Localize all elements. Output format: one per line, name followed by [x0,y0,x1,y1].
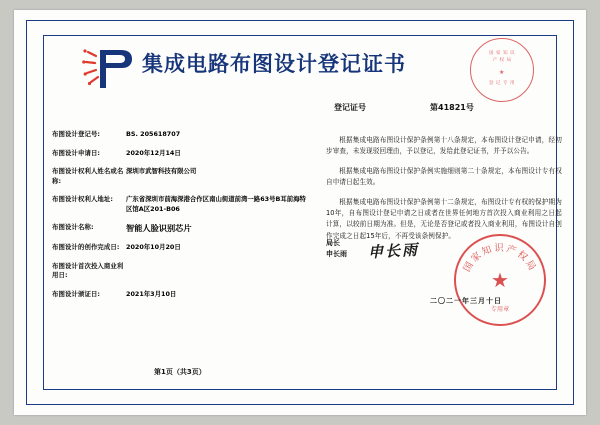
handwritten-signature: 申长雨 [367,240,420,262]
field-row [52,223,308,234]
field-label: 布图设计登记号: [52,130,101,138]
registration-label: 登记证号 [334,103,366,112]
field-label: 布图设计的创作完成日: [52,243,120,251]
seal-star-icon: ★ [491,268,509,292]
statement-paragraph: 根据集成电路布图设计保护条例第十二条规定，布图设计专有权的保护期为10年，自布图设计登记申请之日或者在世界任何地方首次投入商业利用之日起计算，以较前日期为准。但是，无论是否登记或者投入商业利用，布图设计自创作完成之日起15年后，不再受该条例保护。 [326,197,562,240]
field-value: 智能人脸识别芯片 [126,223,192,233]
field-row [52,290,308,300]
field-value: 2020年10月20日 [126,243,181,251]
registration-value: 第41821号 [430,103,474,112]
statement-paragraph: 根据集成电路布图设计保护条例第十八条规定，本布图设计登记申请，经初步审查，未发现驳回理由，予以登记，发给此登记证书，并予以公告。 [326,136,562,156]
seal-top-line2: 产 权 局 [492,58,512,63]
field-label: 布图设计申请日: [52,148,101,157]
field-row [52,262,308,281]
signature-title [326,238,347,260]
seal-top-star-icon: ★ [499,69,505,76]
field-label: 布图设计颁证日: [52,289,101,298]
signature-title-label: 局长 [326,239,340,247]
certificate-page [14,10,586,415]
signature-block [326,238,562,328]
svg-text:国家知识产权局: 国家知识产权局 [461,243,539,275]
registration-number [326,102,562,113]
signature-name-label: 申长雨 [326,250,347,258]
field-label: 布图设计权利人姓名或名称: [52,167,124,185]
field-row [52,149,308,159]
field-value: 2020年12月14日 [126,148,181,157]
issue-date: 二〇二一年三月十日 [430,297,502,305]
statement-paragraph: 根据集成电路布图设计保护条例实施细则第二十条规定，本布图设计专有权自申请日起生效。 [326,166,562,187]
field-label: 布图设计权利人地址: [52,195,114,203]
field-value: 广东省深圳市前海深港合作区南山街道前湾一路63号B耳前海特区馆A区201-B06 [126,195,306,213]
field-row [52,167,308,186]
seal-bottom-text: 专用章 [490,306,510,313]
field-label: 布图设计名称: [52,223,94,231]
field-value: BS. 205618707 [126,130,181,138]
field-row [52,195,308,214]
field-value: 2021年3月10日 [126,289,177,298]
top-registration-seal [470,38,534,102]
ic-layout-logo-icon [82,46,140,92]
seal-top-line4: 登 记 专 用 [488,81,516,86]
page-number: 第1页（共3页） [154,368,206,376]
statement-column [326,102,562,250]
seal-top-line1: 国 家 知 识 [488,51,516,56]
field-row [52,243,308,253]
field-row [52,130,308,140]
official-seal [454,234,546,326]
field-label: 布图设计首次投入商业利用日: [52,261,124,279]
fields-column [52,130,308,308]
field-value: 深圳市武智科技有限公司 [126,167,197,175]
page-title: 集成电路布图设计登记证书 [142,51,406,76]
